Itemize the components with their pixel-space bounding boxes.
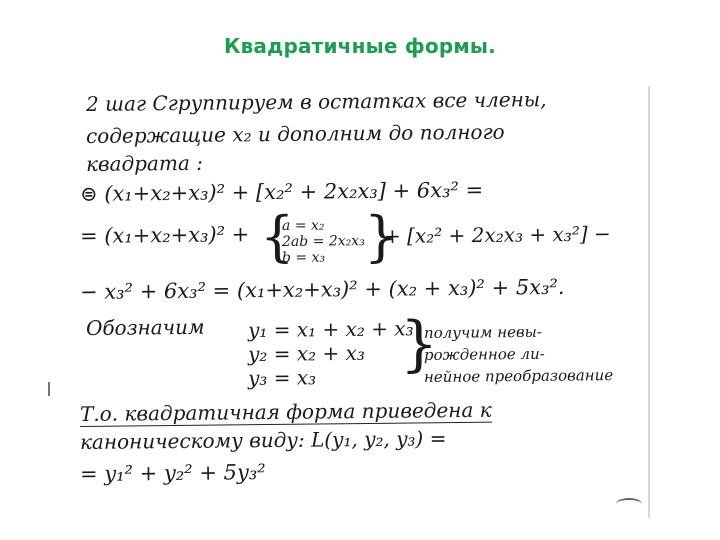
substitution-line-2: y₂ = x₂ + x₃ bbox=[247, 340, 365, 366]
conclusion-line-2: каноническому виду: L(y₁, y₂, y₃) = bbox=[79, 426, 447, 454]
side-note-2: рожденное ли- bbox=[423, 344, 545, 364]
system-brace-left: { bbox=[260, 205, 295, 268]
step-heading-line: 2 шаг Сгруппируем в остатках все члены, bbox=[85, 87, 547, 116]
scan-smudge bbox=[616, 498, 642, 510]
substitution-line-3: y₃ = x₃ bbox=[247, 365, 317, 390]
page-title: Квадратичные формы. bbox=[224, 34, 496, 58]
scan-border bbox=[648, 86, 650, 518]
equation-line-2a: = (x₁+x₂+x₃)² + bbox=[79, 222, 250, 248]
conclusion-line-1: Т.о. квадратичная форма приведена к bbox=[79, 397, 492, 426]
canonical-form-line: = y₁² + y₂² + 5y₃² bbox=[79, 460, 266, 486]
substitution-line-1: y₁ = x₁ + x₂ + x₃ bbox=[247, 316, 414, 342]
scan-mark bbox=[48, 382, 50, 396]
equation-line-3: − x₃² + 6x₃² = (x₁+x₂+x₃)² + (x₂ + x₃)² + 5x₃². bbox=[79, 274, 565, 304]
system-line-3: b = x₃ bbox=[281, 249, 326, 266]
handwritten-notes-scan bbox=[72, 86, 650, 518]
system-brace-right: } bbox=[364, 205, 399, 268]
system-line-1: a = x₂ bbox=[281, 217, 325, 234]
equation-line-1: ⊜ (x₁+x₂+x₃)² + [x₂² + 2x₂x₃] + 6x₃² = bbox=[79, 177, 484, 206]
notation-label: Обозначим bbox=[85, 314, 205, 340]
equation-line-2b: + [x₂² + 2x₂x₃ + x₃²] − bbox=[383, 221, 611, 248]
side-note-3: нейное преобразование bbox=[423, 366, 614, 386]
notes-line-3: квадрата : bbox=[85, 150, 204, 176]
side-note-1: получим невы- bbox=[423, 322, 543, 342]
notes-line-2: содержащие x₂ и дополним до полного bbox=[85, 119, 505, 148]
substitution-brace: } bbox=[400, 309, 439, 379]
system-line-2: 2ab = 2x₂x₃ bbox=[281, 233, 365, 250]
